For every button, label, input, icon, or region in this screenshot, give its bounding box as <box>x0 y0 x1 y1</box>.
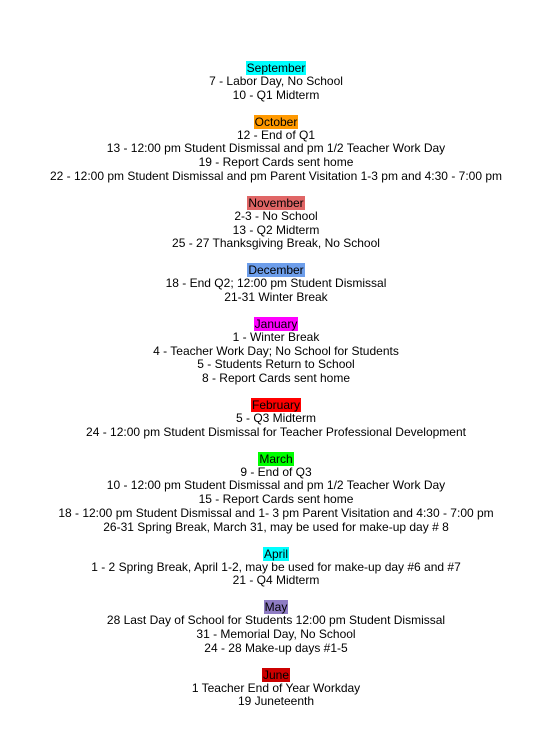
event-line: 13 - Q2 Midterm <box>232 222 320 237</box>
month-section-september <box>0 61 552 103</box>
event-line: 10 - Q1 Midterm <box>232 87 320 102</box>
event-line: 19 - Report Cards sent home <box>198 155 354 170</box>
event-line: 15 - Report Cards sent home <box>198 492 354 507</box>
month-section-november <box>0 196 552 251</box>
month-section-december <box>0 263 552 305</box>
month-section-april <box>0 547 552 589</box>
month-heading: December <box>248 263 304 278</box>
event-line: 1 - 2 Spring Break, April 1-2, may be used for make-up day #6 and #7 <box>91 559 461 574</box>
month-section-may <box>0 600 552 655</box>
event-line: 5 - Q3 Midterm <box>235 410 316 425</box>
event-line: 13 - 12:00 pm Student Dismissal and pm 1/2 Teacher Work Day <box>106 141 446 156</box>
event-line: 31 - Memorial Day, No School <box>196 626 356 641</box>
event-line: 18 - 12:00 pm Student Dismissal and 1- 3 pm Parent Visitation and 4:30 - 7:00 pm <box>58 505 494 520</box>
month-heading: October <box>254 114 298 129</box>
event-line: 5 - Students Return to School <box>197 357 355 372</box>
event-line: 28 Last Day of School for Students 12:00 pm Student Dismissal <box>106 613 446 628</box>
event-line: 24 - 28 Make-up days #1-5 <box>204 640 348 655</box>
event-line: 1 - Winter Break <box>232 329 320 344</box>
event-line: 4 - Teacher Work Day; No School for Students <box>153 343 399 358</box>
event-line: 1 Teacher End of Year Workday <box>191 680 361 695</box>
event-line: 22 - 12:00 pm Student Dismissal and pm Parent Visitation 1-3 pm and 4:30 - 7:00 pm <box>49 168 503 183</box>
event-line: 9 - End of Q3 <box>240 464 312 479</box>
month-heading: March <box>259 451 293 466</box>
month-section-march <box>0 452 552 535</box>
month-section-february <box>0 398 552 440</box>
event-line: 18 - End Q2; 12:00 pm Student Dismissal <box>165 276 387 291</box>
month-section-october <box>0 115 552 184</box>
month-heading: June <box>262 667 290 682</box>
month-heading: April <box>263 546 288 561</box>
event-line: 21-31 Winter Break <box>224 289 328 304</box>
month-heading: February <box>251 397 301 412</box>
month-heading: September <box>246 61 306 75</box>
event-line: 10 - 12:00 pm Student Dismissal and pm 1/2 Teacher Work Day <box>106 478 446 493</box>
event-line: 25 - 27 Thanksgiving Break, No School <box>172 236 380 251</box>
event-line: 12 - End of Q1 <box>236 127 316 142</box>
month-section-june <box>0 668 552 710</box>
event-line: 2-3 - No School <box>234 208 318 223</box>
month-heading: November <box>248 195 304 210</box>
month-section-january <box>0 317 552 386</box>
event-line: 26-31 Spring Break, March 31, may be used for make-up day # 8 <box>103 519 449 534</box>
event-line: 8 - Report Cards sent home <box>201 371 351 386</box>
month-heading: May <box>264 600 288 615</box>
event-line: 24 - 12:00 pm Student Dismissal for Teacher Professional Development <box>86 424 466 439</box>
event-line: 19 Juneteenth <box>237 694 315 709</box>
event-line: 7 - Labor Day, No School <box>209 74 343 88</box>
month-heading: January <box>254 316 298 331</box>
event-line: 21 - Q4 Midterm <box>232 573 320 588</box>
